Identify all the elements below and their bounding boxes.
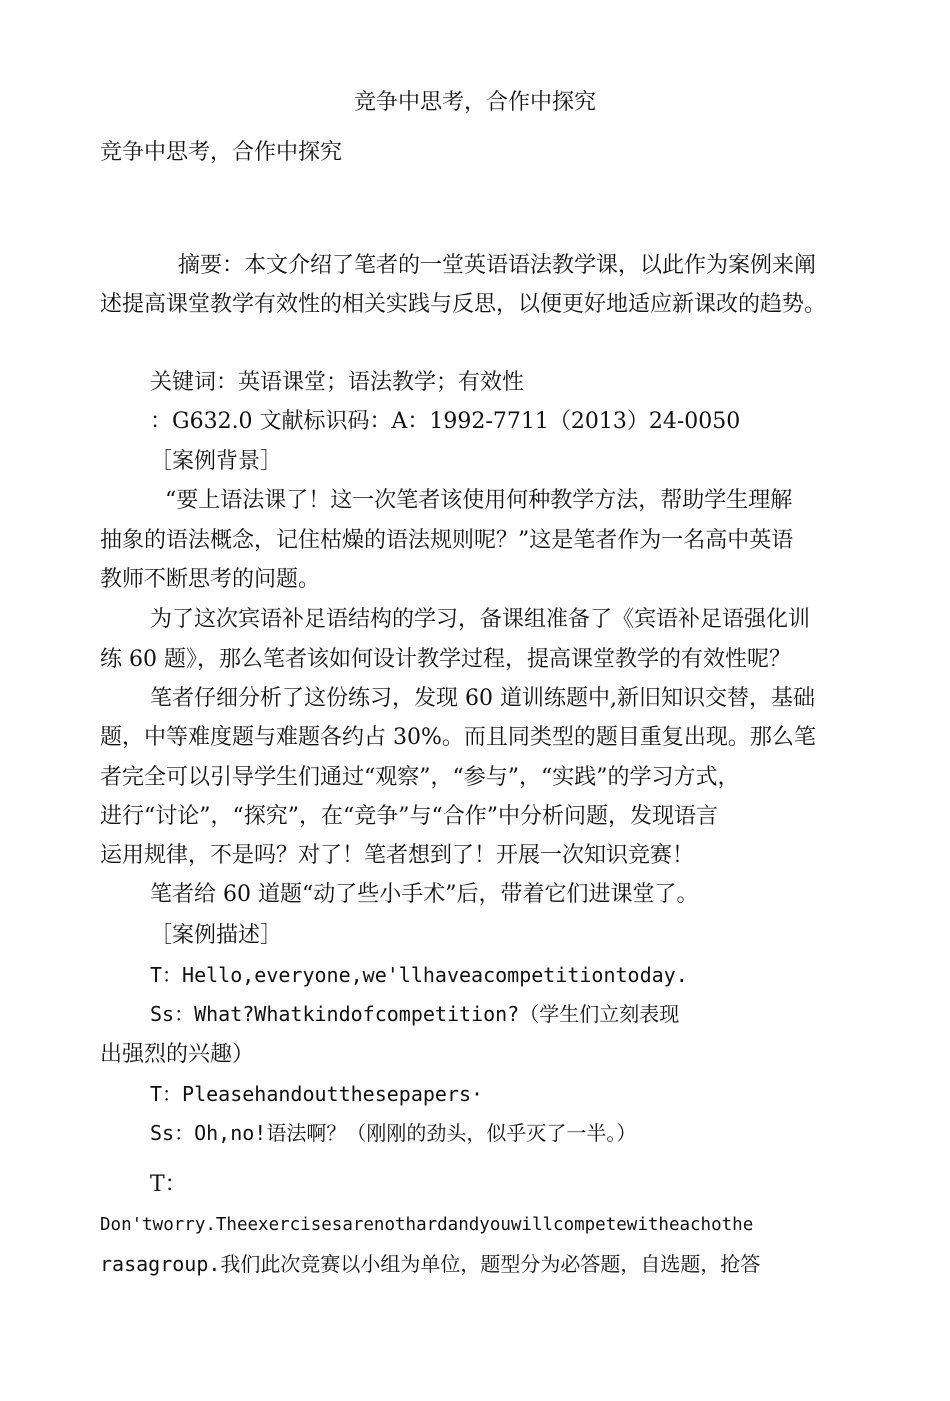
document-title: 竞争中思考，合作中探究: [353, 90, 596, 115]
paragraph-3-line-5: 运用规律，不是吗？对了！笔者想到了！开展一次知识竞赛！: [100, 843, 695, 868]
abstract-line-1: 摘要：本文介绍了笔者的一堂英语语法教学课，以此作为案例来阐: [178, 253, 817, 278]
paragraph-1-line-1: “要上语法课了！这一次笔者该使用何种教学方法，帮助学生理解: [165, 488, 793, 513]
classification-line: ：G632.0 文献标识码：A：1992-7711（2013）24-0050: [150, 409, 741, 434]
dialogue-line-5a: Don'tworry.Theexercisesarenothardandyouwillcompetewitheachothe: [100, 1215, 754, 1235]
section-heading-background: ［案例背景］: [150, 449, 283, 474]
paragraph-2-line-1: 为了这次宾语补足语结构的学习，备课组准备了《宾语补足语强化训: [150, 607, 811, 632]
paragraph-1-line-3: 教师不断思考的问题。: [100, 567, 321, 592]
paragraph-3-line-4: 进行“讨论”，“探究”，在“竞争”与“合作”中分析问题，发现语言: [100, 804, 718, 829]
paragraph-3-line-1: 笔者仔细分析了这份练习，发现 60 道训练题中,新旧知识交替，基础: [150, 686, 815, 711]
dialogue-line-5b: rasagroup.我们此次竞赛以小组为单位，题型分为必答题，自选题，抢答: [100, 1252, 761, 1276]
abstract-line-2: 述提高课堂教学有效性的相关实践与反思，以便更好地适应新课改的趋势。: [100, 292, 827, 317]
dialogue-line-3: T：Pleasehandoutthesepapers·: [150, 1082, 484, 1106]
paragraph-3-line-2: 题，中等难度题与难题各约占 30%。而且同类型的题目重复出现。那么笔: [100, 725, 816, 750]
paragraph-1-line-2: 抽象的语法概念，记住枯燥的语法规则呢？”这是笔者作为一名高中英语: [100, 528, 794, 553]
dialogue-line-2b: 出强烈的兴趣）: [100, 1042, 255, 1067]
paragraph-4-line-1: 笔者给 60 道题“动了些小手术”后，带着它们进课堂了。: [150, 882, 699, 907]
document-subtitle: 竞争中思考，合作中探究: [100, 140, 343, 165]
paragraph-2-line-2: 练 60 题》，那么笔者该如何设计教学过程，提高课堂教学的有效性呢？: [100, 647, 791, 672]
dialogue-line-2a: Ss：What?Whatkindofcompetition?（学生们立刻表现: [150, 1002, 680, 1026]
dialogue-line-1: T：Hello,everyone,we'llhaveacompetitiontoday.: [150, 963, 688, 987]
dialogue-line-4: Ss：Oh,no!语法啊？（刚刚的劲头，似乎灭了一半。）: [150, 1121, 637, 1145]
paragraph-3-line-3: 者完全可以引导学生们通过“观察”，“参与”，“实践”的学习方式，: [100, 765, 740, 790]
keywords: 关键词：英语课堂；语法教学；有效性: [150, 370, 525, 395]
section-heading-description: ［案例描述］: [150, 923, 283, 948]
dialogue-line-5-label: T：: [150, 1172, 187, 1197]
